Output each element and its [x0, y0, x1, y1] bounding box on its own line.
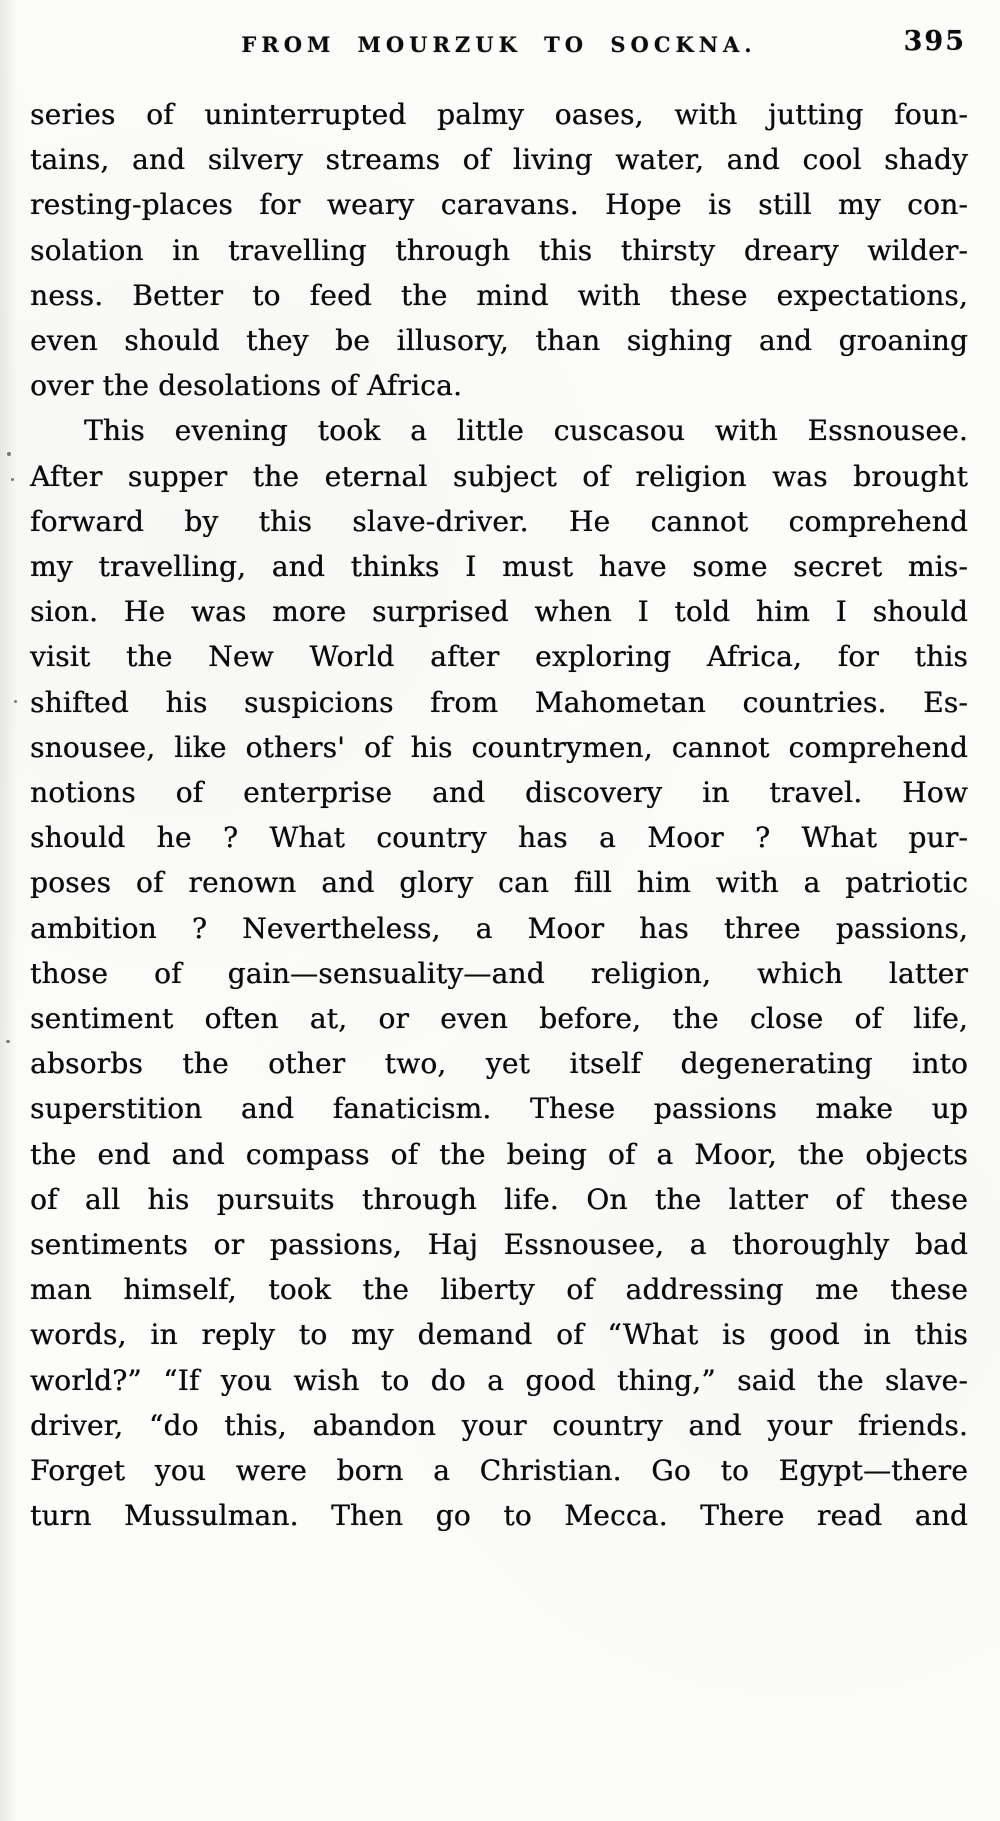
paragraph: [30, 408, 968, 1538]
text-line: absorbs the other two, yet itself degenerating into: [30, 1047, 968, 1081]
text-line: This evening took a little cuscasou with Essnousee.: [84, 414, 968, 448]
scan-speck: [11, 478, 14, 481]
text-line: snousee, like others' of his countrymen, cannot comprehend: [30, 730, 968, 764]
text-line: sentiment often at, or even before, the close of life,: [30, 1002, 968, 1036]
text-line: those of gain—sensuality—and religion, which latter: [30, 956, 968, 990]
page-number: 395: [903, 26, 966, 57]
text-line: sentiments or passions, Haj Essnousee, a thoroughly bad: [30, 1228, 968, 1262]
text-line: visit the New World after exploring Africa, for this: [30, 640, 968, 674]
scan-speck: [14, 700, 17, 703]
text-line: shifted his suspicions from Mahometan countries. Es-: [30, 685, 968, 719]
text-line: world?” “If you wish to do a good thing,” said the slave-: [30, 1363, 968, 1397]
text-line: over the desolations of Africa.: [30, 369, 463, 403]
text-line: Forget you were born a Christian. Go to Egypt—there: [30, 1454, 968, 1488]
text-line: should he ? What country has a Moor ? What pur-: [30, 821, 968, 855]
page-body: [30, 92, 968, 1539]
text-line: tains, and silvery streams of living water, and cool shady: [30, 143, 968, 177]
scan-speck: [6, 1040, 10, 1043]
text-line: my travelling, and thinks I must have some secret mis-: [30, 550, 968, 584]
text-line: of all his pursuits through life. On the latter of these: [30, 1182, 968, 1216]
text-line: sion. He was more surprised when I told him I should: [30, 595, 968, 629]
text-line: resting-places for weary caravans. Hope is still my con-: [30, 188, 968, 222]
text-line: forward by this slave-driver. He cannot comprehend: [30, 504, 968, 538]
text-line: driver, “do this, abandon your country and your friends.: [30, 1408, 968, 1442]
scan-speck: [7, 452, 11, 456]
text-line: After supper the eternal subject of religion was brought: [30, 459, 968, 493]
text-line: ness. Better to feed the mind with these expectations,: [30, 278, 968, 312]
text-line: man himself, took the liberty of addressing me these: [30, 1273, 968, 1307]
text-line: the end and compass of the being of a Moor, the objects: [30, 1137, 968, 1171]
text-line: superstition and fanaticism. These passions make up: [30, 1092, 968, 1126]
paragraph: [30, 92, 968, 408]
running-head: [30, 26, 968, 70]
text-line: turn Mussulman. Then go to Mecca. There read and: [30, 1499, 968, 1533]
text-line: series of uninterrupted palmy oases, with jutting foun-: [30, 98, 968, 131]
text-line: even should they be illusory, than sighing and groaning: [30, 324, 968, 358]
running-head-title: FROM MOURZUK TO SOCKNA.: [241, 32, 757, 57]
text-line: notions of enterprise and discovery in travel. How: [30, 776, 968, 810]
text-line: poses of renown and glory can fill him with a patriotic: [30, 866, 968, 900]
text-line: words, in reply to my demand of “What is good in this: [30, 1318, 968, 1352]
text-line: solation in travelling through this thirsty dreary wilder-: [30, 233, 968, 267]
text-line: ambition ? Nevertheless, a Moor has three passions,: [30, 911, 968, 945]
